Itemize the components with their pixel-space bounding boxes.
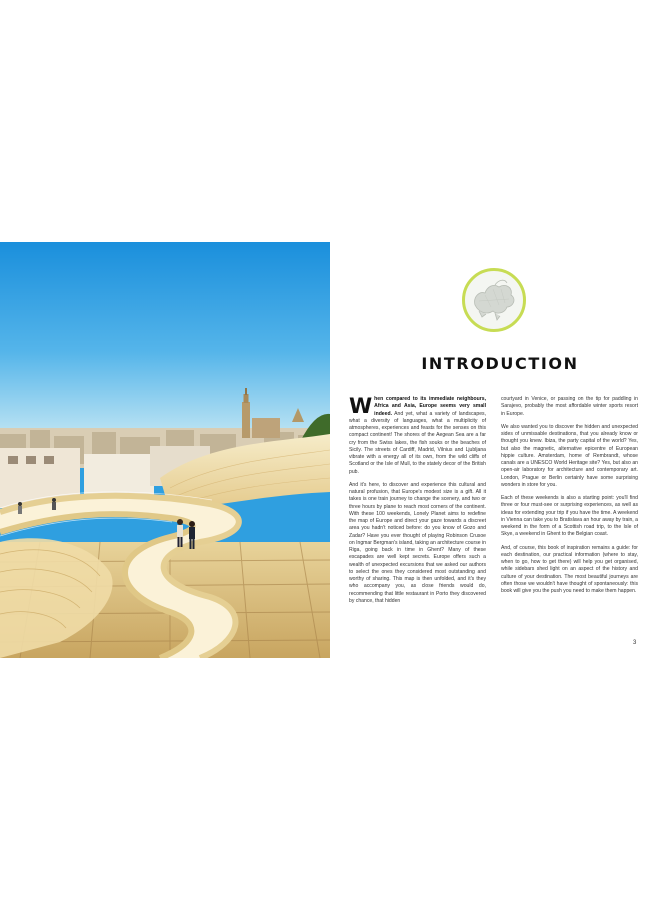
text-column-right bbox=[501, 396, 638, 601]
drop-cap: W bbox=[349, 394, 373, 418]
europe-map-icon bbox=[462, 268, 526, 332]
page-title: INTRODUCTION bbox=[421, 354, 579, 373]
intro-paragraph-4: We also wanted you to discover the hidden and unexpected sides of unmissable destinations, that you already know or thought you knew. Ibiza, the party capital of the world? Yes, but also the magnetic, alternative epicentre of European hippie culture. Amsterdam, home of Rembrandt, whose canals are a UNESCO World Heritage site? Yes, but also an open-air laboratory for architecture and contemporary art. London, Prague or Berlin certainly have some surprising wonders in store for you. bbox=[501, 423, 638, 488]
intro-paragraph-1 bbox=[349, 396, 486, 476]
intro-paragraph-2: And it's here, to discover and experience this cultural and natural profusion, that Europe's modest size is a gift. All it takes is one train journey to change the scenery, and two or three hours by plane to reach most corners of the continent. With these 100 weekends, Lonely Planet aims to redefine the map of Europe and direct your gaze towards a discreet area you hadn't noticed before: do you know of Gozo and Zadar? Have you ever thought of playing Robinson Crusoe on Ingmar Bergman's island, taking an architecture course in Riga, going back in time in Ghent? Many of these escapades are well kept secrets. Europe offers such a wealth of unexpected excursions that we asked our authors to select the ones they considered most outstanding and worthy of sharing. This map is then unfolded, and it's they who accompany you, as close friends would do, recommending that little restaurant in Porto they discovered by chance, that hidden bbox=[349, 481, 486, 604]
page-number: 3 bbox=[633, 640, 637, 646]
intro-paragraph-3: courtyard in Venice, or passing on the tip for paddling in Sarajevo, probably the most affordable winter sports resort in Europe. bbox=[501, 396, 638, 417]
seville-metropol-parasol-photo bbox=[0, 242, 330, 658]
text-column-left bbox=[349, 396, 486, 611]
intro-paragraph-5: Each of these weekends is also a starting point: you'll find three or four must-see or surprising experiences, as well as ideas for extending your trip if you have the time. A weekend in Vienna can take you to Bratislava an hour away by train, a weekend in the form of a Scottish road trip, to the Isle of Skye, a weekend in Ghent to the Belgian coast. bbox=[501, 495, 638, 538]
metropol-parasol-photo bbox=[0, 242, 330, 658]
intro-paragraph-6: And, of course, this book of inspiration remains a guide: for each destination, our practical information (where to stay, when to go, how to get there) will help you get organised, while sidebars shed light on an aspect of the history and culture of your destination. The most beautiful journeys are often those we wouldn't have thought of spontaneously: this book will give you the push you need to make them happen. bbox=[501, 544, 638, 594]
paragraph-text: And yet, what a variety of landscapes, what a diversity of languages, what a multiplicity of atmospheres, experiences and feasts for the senses on this compact continent! The shores of the Aegean Sea are a far cry from the Swiss lakes, the fish souks or the beaches of Sicily. The streets of Cardiff, Madrid, Vilnius and Ljubljana vibrate with a energy all of its own, from the wild cliffs of Scotland or the Isle of Mull, to the stately decor of the British pub. bbox=[349, 410, 486, 475]
lead-text: hen compared to its immediate neighbours, Africa and Asia, Europe seems very small indeed. bbox=[374, 396, 486, 417]
